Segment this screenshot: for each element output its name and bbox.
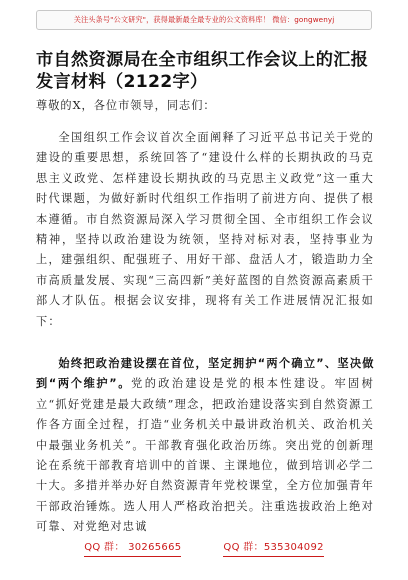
qq-group-1: QQ 群： 30265665 bbox=[84, 541, 181, 557]
paragraph-intro: 全国组织工作会议首次全面阐释了习近平总书记关于党的建设的重要思想，系统回答了“建设什么样的长期执政的马克思主义政党、怎样建设长期执政的马克思主义政党”这一重大时代课题，为做好新时代组织工作指明了前进方向、提供了根本遵循。市自然资源局深入学习贯彻全国、全市组织工作会议精神，坚持以政治建设为统领，坚持对标对表，坚持事业为上，建强组织、配强班子、用好干部、盘活人才，锻造助力全市高质量发展、实现“三高四新”美好蓝图的自然资源高素质干部人才队伍。根据会议安排，现将有关工作进展情况汇报如下： bbox=[36, 131, 374, 328]
footer-contacts bbox=[0, 541, 408, 557]
promo-banner bbox=[36, 10, 372, 30]
section-heading: 始终把政治建设摆在首位，坚定拥护“两个确立”、坚决做到“两个维护”。 bbox=[36, 357, 374, 391]
paragraph-section-1 bbox=[36, 354, 374, 538]
document-title: 市自然资源局在全市组织工作会议上的汇报发言材料（2122字） bbox=[36, 50, 369, 92]
promo-banner-text: 关注头条号"公文研究"，获得最新最全最专业的公文资料库！ 微信：gongwenyj bbox=[73, 15, 335, 24]
salutation: 尊敬的X，各位市领导，同志们： bbox=[36, 99, 216, 112]
section-body: 党的政治建设是党的根本性建设。牢固树立“抓好党建是最大政绩”理念，把政治建设落实到自然资源工作各方面全过程，打造“业务机关中最讲政治机关、政治机关中最强业务机关”。干部教育强化政治历练。突出党的创新理论在系统干部教育培训中的首课、主课地位，做到培训必学二十大。多措并举办好自然资源青年党校课堂，全方位加强青年干部政治锤炼。选人用人严格政治把关。注重选拔政治上绝对可靠、对党绝对忠诚 bbox=[36, 377, 374, 534]
qq-group-2: QQ 群：535304092 bbox=[223, 541, 323, 557]
